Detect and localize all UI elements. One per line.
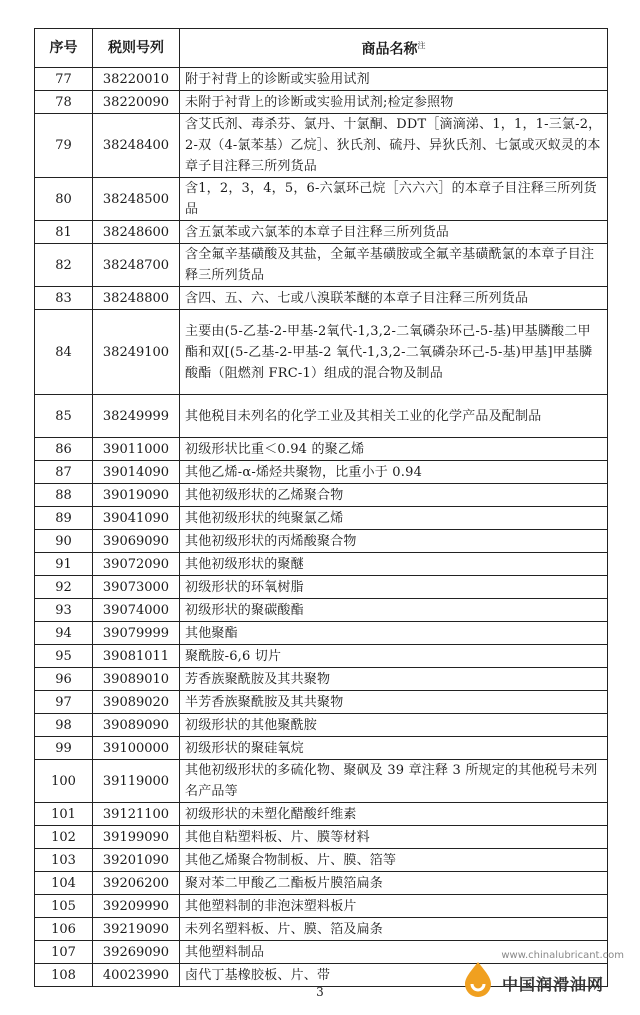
header-num: 序号 bbox=[35, 29, 93, 68]
header-name-note: 注 bbox=[417, 41, 426, 51]
row-name: 其他税目未列名的化学工业及其相关工业的化学产品及配制品 bbox=[180, 395, 608, 438]
row-num: 84 bbox=[35, 310, 93, 395]
row-code: 39014090 bbox=[93, 461, 180, 484]
row-code: 39219090 bbox=[93, 918, 180, 941]
row-num: 104 bbox=[35, 872, 93, 895]
header-code: 税则号列 bbox=[93, 29, 180, 68]
row-code: 38248800 bbox=[93, 287, 180, 310]
table-row bbox=[35, 668, 608, 691]
row-num: 102 bbox=[35, 826, 93, 849]
watermark-url: www.chinalubricant.com bbox=[501, 950, 624, 961]
row-num: 91 bbox=[35, 553, 93, 576]
row-name: 含五氯苯或六氯苯的本章子目注释三所列货品 bbox=[180, 221, 608, 244]
table-row bbox=[35, 287, 608, 310]
row-name: 半芳香族聚酰胺及其共聚物 bbox=[180, 691, 608, 714]
table-row bbox=[35, 714, 608, 737]
row-num: 86 bbox=[35, 438, 93, 461]
row-name: 其他初级形状的乙烯聚合物 bbox=[180, 484, 608, 507]
row-num: 87 bbox=[35, 461, 93, 484]
row-num: 77 bbox=[35, 68, 93, 91]
row-code: 39121100 bbox=[93, 803, 180, 826]
row-num: 106 bbox=[35, 918, 93, 941]
row-name: 初级形状的环氧树脂 bbox=[180, 576, 608, 599]
row-num: 94 bbox=[35, 622, 93, 645]
row-num: 81 bbox=[35, 221, 93, 244]
row-code: 39269090 bbox=[93, 941, 180, 964]
row-code: 39069090 bbox=[93, 530, 180, 553]
header-name-text: 商品名称 bbox=[361, 41, 418, 58]
commodity-table bbox=[34, 28, 608, 987]
table-row bbox=[35, 221, 608, 244]
row-code: 39041090 bbox=[93, 507, 180, 530]
table-row bbox=[35, 438, 608, 461]
table-header-row bbox=[35, 29, 608, 68]
row-name: 含全氟辛基磺酸及其盐，全氟辛基磺胺或全氟辛基磺酰氯的本章子目注释三所列货品 bbox=[180, 244, 608, 287]
oil-drop-logo-icon bbox=[458, 958, 498, 998]
watermark-site-name: 中国润滑油网 bbox=[502, 975, 605, 994]
row-code: 38248600 bbox=[93, 221, 180, 244]
table-row bbox=[35, 895, 608, 918]
row-code: 39089020 bbox=[93, 691, 180, 714]
row-code: 39206200 bbox=[93, 872, 180, 895]
row-name: 主要由(5-乙基-2-甲基-2氧代-1,3,2-二氧磷杂环己-5-基)甲基膦酸二甲酯和双[(5-乙基-2-甲基-2 氧代-1,3,2-二氧磷杂环己-5-基)甲基]甲基膦酸酯（阻燃剂 FRC-1）组成的混合物及制品 bbox=[180, 310, 608, 395]
row-num: 83 bbox=[35, 287, 93, 310]
row-name: 初级形状的聚碳酸酯 bbox=[180, 599, 608, 622]
table-row bbox=[35, 178, 608, 221]
row-code: 39011000 bbox=[93, 438, 180, 461]
row-name: 含1，2，3，4，5，6-六氯环己烷［六六六］的本章子目注释三所列货品 bbox=[180, 178, 608, 221]
row-num: 92 bbox=[35, 576, 93, 599]
row-name: 聚酰胺-6,6 切片 bbox=[180, 645, 608, 668]
row-code: 38249999 bbox=[93, 395, 180, 438]
row-name: 初级形状的聚硅氧烷 bbox=[180, 737, 608, 760]
row-code: 39081011 bbox=[93, 645, 180, 668]
row-name: 其他初级形状的多硫化物、聚砜及 39 章注释 3 所规定的其他税号未列名产品等 bbox=[180, 760, 608, 803]
row-code: 40023990 bbox=[93, 964, 180, 987]
row-code: 39119000 bbox=[93, 760, 180, 803]
row-name: 含艾氏剂、毒杀芬、氯丹、十氯酮、DDT［滴滴涕、1，1，1-三氯-2，2-双（4-氯苯基）乙烷］、狄氏剂、硫丹、异狄氏剂、七氯或灭蚁灵的本章子目注释三所列货品 bbox=[180, 114, 608, 178]
row-code: 38248400 bbox=[93, 114, 180, 178]
row-name: 其他初级形状的纯聚氯乙烯 bbox=[180, 507, 608, 530]
row-code: 39079999 bbox=[93, 622, 180, 645]
row-name: 聚对苯二甲酸乙二酯板片膜箔扁条 bbox=[180, 872, 608, 895]
row-name: 芳香族聚酰胺及其共聚物 bbox=[180, 668, 608, 691]
row-name: 其他初级形状的聚醚 bbox=[180, 553, 608, 576]
row-name: 其他乙烯聚合物制板、片、膜、箔等 bbox=[180, 849, 608, 872]
row-name: 初级形状的其他聚酰胺 bbox=[180, 714, 608, 737]
row-num: 101 bbox=[35, 803, 93, 826]
table-row bbox=[35, 645, 608, 668]
row-name: 含四、五、六、七或八溴联苯醚的本章子目注释三所列货品 bbox=[180, 287, 608, 310]
table-row bbox=[35, 484, 608, 507]
table-row bbox=[35, 553, 608, 576]
row-name: 卤代丁基橡胶板、片、带 bbox=[180, 964, 608, 987]
row-code: 39019090 bbox=[93, 484, 180, 507]
table-row bbox=[35, 68, 608, 91]
row-num: 82 bbox=[35, 244, 93, 287]
row-name: 未附于衬背上的诊断或实验用试剂;检定参照物 bbox=[180, 91, 608, 114]
row-code: 39201090 bbox=[93, 849, 180, 872]
table-row bbox=[35, 244, 608, 287]
row-code: 38248700 bbox=[93, 244, 180, 287]
row-name: 其他塑料制品 bbox=[180, 941, 608, 964]
table-row bbox=[35, 691, 608, 714]
row-code: 39073000 bbox=[93, 576, 180, 599]
row-num: 79 bbox=[35, 114, 93, 178]
row-name: 其他自粘塑料板、片、膜等材料 bbox=[180, 826, 608, 849]
row-num: 78 bbox=[35, 91, 93, 114]
row-code: 39199090 bbox=[93, 826, 180, 849]
table-row bbox=[35, 461, 608, 484]
row-code: 38220090 bbox=[93, 91, 180, 114]
table-row bbox=[35, 872, 608, 895]
row-num: 90 bbox=[35, 530, 93, 553]
watermark bbox=[458, 950, 628, 1000]
row-num: 85 bbox=[35, 395, 93, 438]
table-row bbox=[35, 91, 608, 114]
row-code: 38220010 bbox=[93, 68, 180, 91]
row-num: 93 bbox=[35, 599, 93, 622]
row-num: 89 bbox=[35, 507, 93, 530]
page-number: 3 bbox=[316, 985, 324, 999]
row-code: 38249100 bbox=[93, 310, 180, 395]
row-name: 其他乙烯-α-烯烃共聚物，比重小于 0.94 bbox=[180, 461, 608, 484]
header-name bbox=[180, 29, 608, 68]
row-code: 39072090 bbox=[93, 553, 180, 576]
table-row bbox=[35, 530, 608, 553]
table-row bbox=[35, 507, 608, 530]
table-body bbox=[35, 68, 608, 987]
table-row bbox=[35, 622, 608, 645]
row-num: 103 bbox=[35, 849, 93, 872]
row-name: 初级形状的未塑化醋酸纤维素 bbox=[180, 803, 608, 826]
row-name: 附于衬背上的诊断或实验用试剂 bbox=[180, 68, 608, 91]
table-row bbox=[35, 599, 608, 622]
row-name: 初级形状比重＜0.94 的聚乙烯 bbox=[180, 438, 608, 461]
row-num: 97 bbox=[35, 691, 93, 714]
table-row bbox=[35, 918, 608, 941]
row-code: 39100000 bbox=[93, 737, 180, 760]
row-code: 39089010 bbox=[93, 668, 180, 691]
row-code: 39089090 bbox=[93, 714, 180, 737]
table-row bbox=[35, 803, 608, 826]
row-num: 80 bbox=[35, 178, 93, 221]
row-num: 96 bbox=[35, 668, 93, 691]
row-code: 38248500 bbox=[93, 178, 180, 221]
row-name: 其他初级形状的丙烯酸聚合物 bbox=[180, 530, 608, 553]
row-num: 99 bbox=[35, 737, 93, 760]
row-code: 39209990 bbox=[93, 895, 180, 918]
table-row bbox=[35, 576, 608, 599]
row-num: 88 bbox=[35, 484, 93, 507]
table-row bbox=[35, 760, 608, 803]
table-row bbox=[35, 310, 608, 395]
table-row bbox=[35, 849, 608, 872]
table-row bbox=[35, 826, 608, 849]
table-row bbox=[35, 737, 608, 760]
row-num: 108 bbox=[35, 964, 93, 987]
row-name: 未列名塑料板、片、膜、箔及扁条 bbox=[180, 918, 608, 941]
row-num: 95 bbox=[35, 645, 93, 668]
row-name: 其他塑料制的非泡沫塑料板片 bbox=[180, 895, 608, 918]
row-name: 其他聚酯 bbox=[180, 622, 608, 645]
row-num: 105 bbox=[35, 895, 93, 918]
table-row bbox=[35, 114, 608, 178]
table-row bbox=[35, 395, 608, 438]
row-code: 39074000 bbox=[93, 599, 180, 622]
row-num: 107 bbox=[35, 941, 93, 964]
row-num: 100 bbox=[35, 760, 93, 803]
row-num: 98 bbox=[35, 714, 93, 737]
